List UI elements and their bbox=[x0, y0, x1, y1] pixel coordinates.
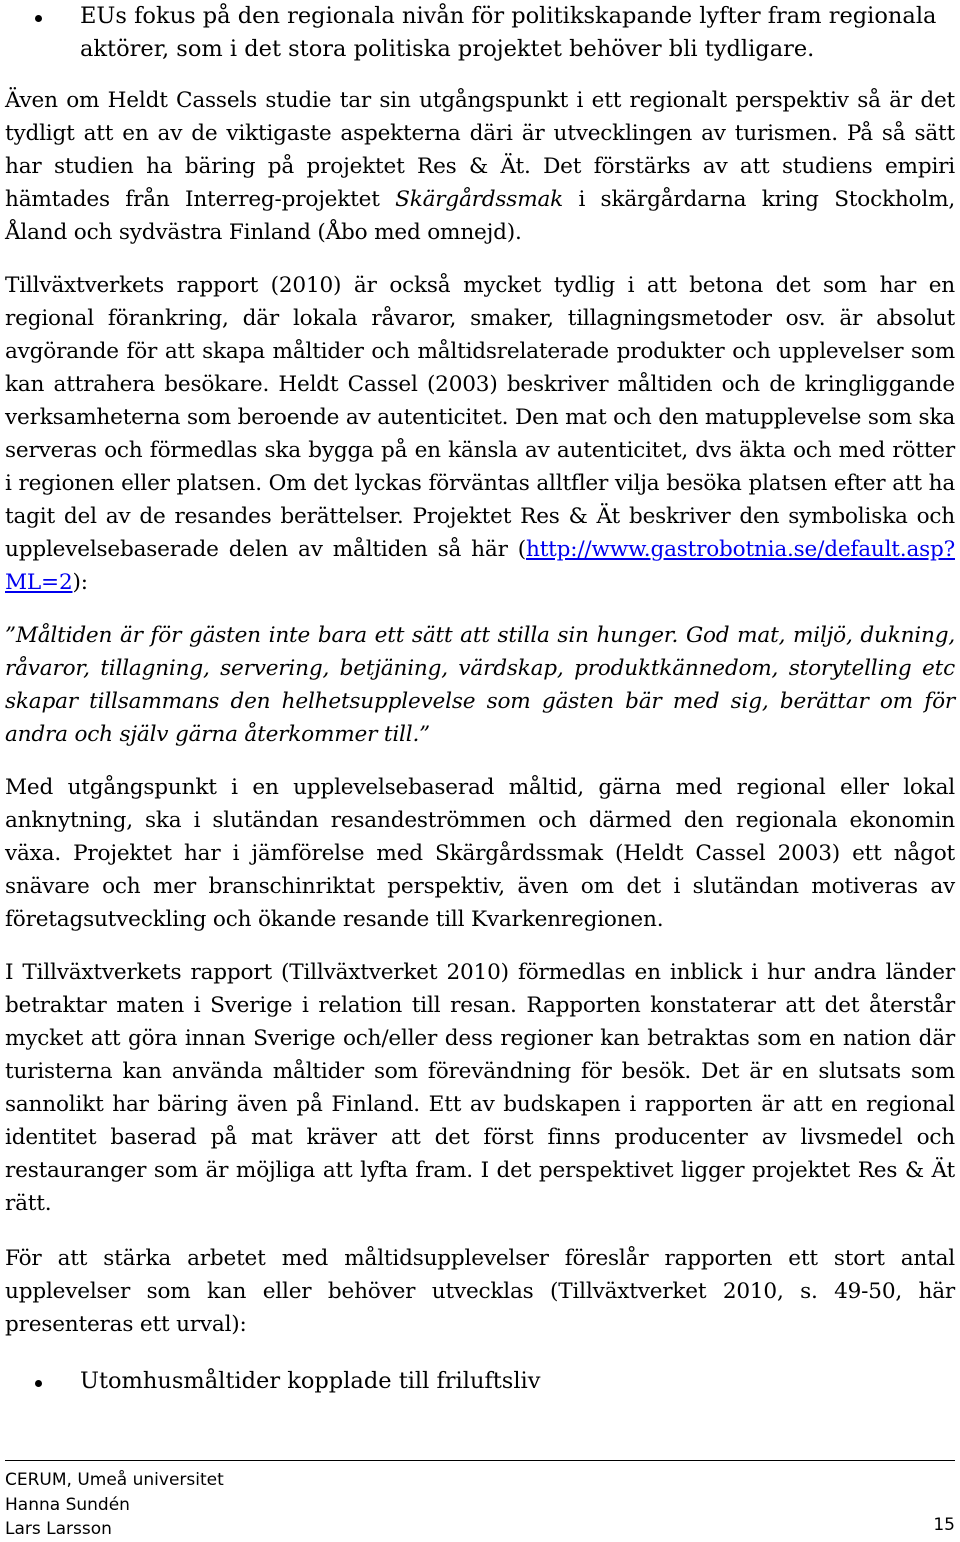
bullet-text: Utomhusmåltider kopplade till friluftsliv bbox=[80, 1368, 541, 1394]
footer-institution: CERUM, Umeå universitet bbox=[5, 1470, 224, 1490]
bullet-text: EUs fokus på den regionala nivån för politikskapande lyfter fram regionala aktörer, som i det stora politiska projektet behöver bli tydligare. bbox=[80, 3, 937, 62]
bullet-item-outdoor-meals bbox=[5, 1365, 960, 1398]
paragraph-heldt-cassel-study bbox=[5, 84, 955, 249]
paragraph-text: ): bbox=[72, 570, 88, 595]
footer-divider bbox=[5, 1460, 955, 1461]
paragraph-text: Även om Heldt Cassels studie tar sin utgångspunkt i ett regionalt perspektiv så är det tydligt att en av de viktigaste aspekterna däri är utvecklingen av turismen. På så sätt har studien ha bäring på projektet Res & Ät. Det förstärks av att studiens empiri hämtades från Interreg-projektet bbox=[5, 88, 955, 212]
page-number: 15 bbox=[933, 1515, 955, 1535]
footer-author-2: Lars Larsson bbox=[5, 1519, 112, 1539]
italic-project-name: Skärgårdssmak bbox=[395, 187, 564, 212]
footer-author-1: Hanna Sundén bbox=[5, 1494, 130, 1515]
gastrobotnia-link[interactable]: http://www.gastrobotnia.se/default.asp?ML=2 bbox=[5, 537, 955, 595]
paragraph-tillvaxtverket-report bbox=[5, 269, 955, 599]
paragraph-text: Tillväxtverkets rapport (2010) är också mycket tydlig i att betona det som har en regional förankring, där lokala råvaror, smaker, tillagningsmetoder osv. är absolut avgörande för att skapa måltider och måltidsrelaterade produkter och upplevelser som kan attrahera besökare. Heldt Cassel (2003) beskriver måltiden och de kringliggande verksamheterna som beroende av autenticitet. Den mat och den matupplevelse som ska serveras och förmedlas ska bygga på en känsla av autenticitet, dvs äkta och med rötter i regionen eller platsen. Om det lyckas förväntas alltfler vilja besöka platsen efter att ha tagit del av de resandes berättelser. Projektet Res & Ät beskriver den symboliska och upplevelsebaserade delen av måltiden så här ( bbox=[5, 273, 955, 562]
bullet-icon bbox=[35, 15, 42, 22]
quote-block: ”Måltiden är för gästen inte bara ett sätt att stilla sin hunger. God mat, miljö, dukning, råvaror, tillagning, servering, betjäning, värdskap, produktkännedom, storytelling etc skapar tillsammans den helhetsupplevelse som gästen bär med sig, berättar om för andra och själv gärna återkommer till.” bbox=[5, 623, 955, 747]
bullet-item-eu-focus bbox=[5, 0, 960, 66]
paragraph-experience-based-meal: Med utgångspunkt i en upplevelsebaserad måltid, gärna med regional eller lokal anknytning, ska i slutändan resandeströmmen och därmed den regionala ekonomin växa. Projektet har i jämförelse med Skärgårdssmak (Heldt Cassel 2003) ett något snävare och mer branschinriktat perspektiv, även om det i slutändan motiveras av företagsutveckling och ökande resande till Kvarkenregionen. bbox=[5, 775, 955, 932]
paragraph-proposed-experiences: För att stärka arbetet med måltidsupplevelser föreslår rapporten ett stort antal upplevelser som kan eller behöver utvecklas (Tillväxtverket 2010, s. 49-50, här presenteras ett urval): bbox=[5, 1246, 955, 1337]
page-footer bbox=[5, 1468, 955, 1542]
paragraph-sweden-food-perception: I Tillväxtverkets rapport (Tillväxtverket 2010) förmedlas en inblick i hur andra länder betraktar maten i Sverige i relation till resan. Rapporten konstaterar att det återstår mycket att göra innan Sverige och/eller dess regioner kan betraktas som en nation där turisterna kan använda måltider som förevändning för besök. Det är en slutsats som sannolikt har bäring även på Finland. Ett av budskapen i rapporten är att en regional identitet baserad på mat kräver att det först finns producenter av livsmedel och restauranger som är möjliga att lyfta fram. I det perspektivet ligger projektet Res & Ät rätt. bbox=[5, 960, 955, 1216]
bullet-icon bbox=[35, 1380, 42, 1387]
paragraph-text: i skärgårdarna kring Stockholm, Åland och sydvästra Finland (Åbo med omnejd). bbox=[5, 187, 956, 245]
